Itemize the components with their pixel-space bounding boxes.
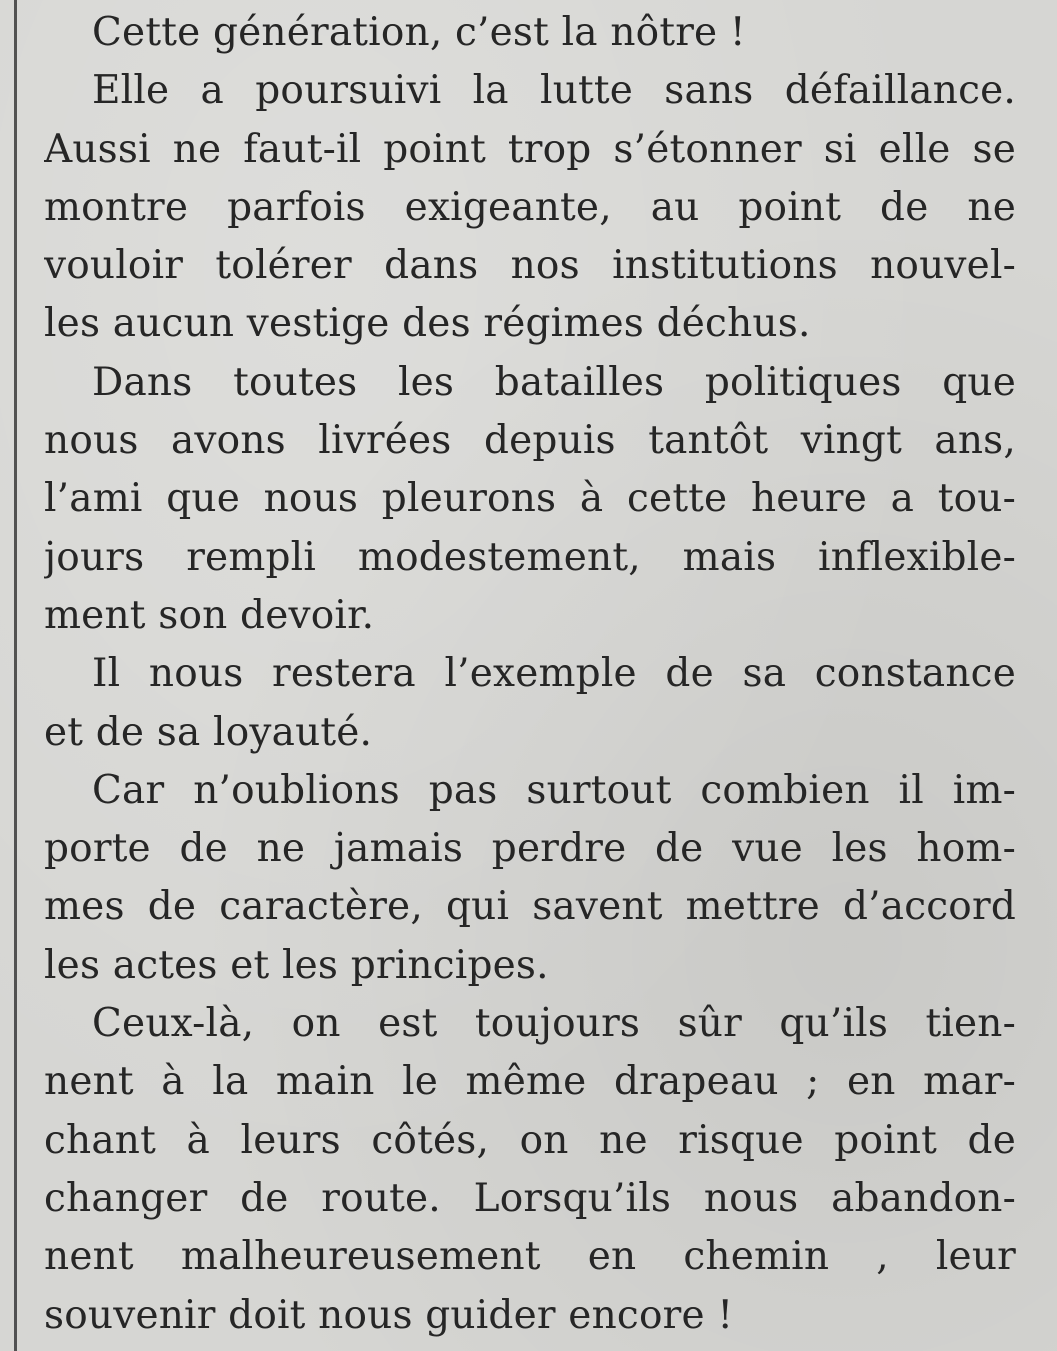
- text-line: porte de ne jamais perdre de vue les hom-: [44, 826, 1016, 872]
- paragraph-2: [44, 62, 1016, 353]
- text-line: nous avons livrées depuis tantôt vingt ans,: [44, 418, 1016, 464]
- text-line: Ceux-là, on est toujours sûr qu’ils tien-: [92, 1001, 1016, 1047]
- paragraph-5: [44, 762, 1016, 995]
- text-line: Aussi ne faut-il point trop s’étonner si elle se: [44, 126, 1016, 172]
- text-line: montre parfois exigeante, au point de ne: [44, 184, 1016, 230]
- text-line: jours rempli modestement, mais inflexible-: [44, 534, 1016, 580]
- article-body: [44, 4, 1016, 1345]
- text-line: Il nous restera l’exemple de sa constance: [92, 651, 1016, 697]
- paragraph-1: [44, 4, 1016, 62]
- paragraph-4: [44, 645, 1016, 762]
- text-line: Dans toutes les batailles politiques que: [92, 359, 1016, 405]
- paragraph-3: [44, 354, 1016, 645]
- text-line: l’ami que nous pleurons à cette heure a tou-: [44, 476, 1016, 522]
- text-line: et de sa loyauté.: [44, 709, 373, 755]
- text-line: changer de route. Lorsqu’ils nous abandon-: [44, 1175, 1016, 1221]
- column-rule: [14, 0, 17, 1351]
- text-line: souvenir doit nous guider encore !: [44, 1292, 734, 1338]
- paragraph-6: [44, 995, 1016, 1345]
- text-line: Elle a poursuivi la lutte sans défaillance.: [92, 68, 1016, 114]
- text-line: nent à la main le même drapeau ; en mar-: [44, 1059, 1016, 1105]
- text-line: mes de caractère, qui savent mettre d’accord: [44, 884, 1016, 930]
- text-line: les aucun vestige des régimes déchus.: [44, 301, 811, 347]
- text-line: vouloir tolérer dans nos institutions nouvel-: [44, 243, 1016, 289]
- text-line: les actes et les principes.: [44, 942, 549, 988]
- text-line: nent malheureusement en chemin , leur: [44, 1234, 1016, 1280]
- text-line: Car n’oublions pas surtout combien il im-: [92, 767, 1016, 813]
- text-line: chant à leurs côtés, on ne risque point de: [44, 1117, 1016, 1163]
- text-line: Cette génération, c’est la nôtre !: [92, 10, 746, 55]
- text-line: ment son devoir.: [44, 592, 375, 638]
